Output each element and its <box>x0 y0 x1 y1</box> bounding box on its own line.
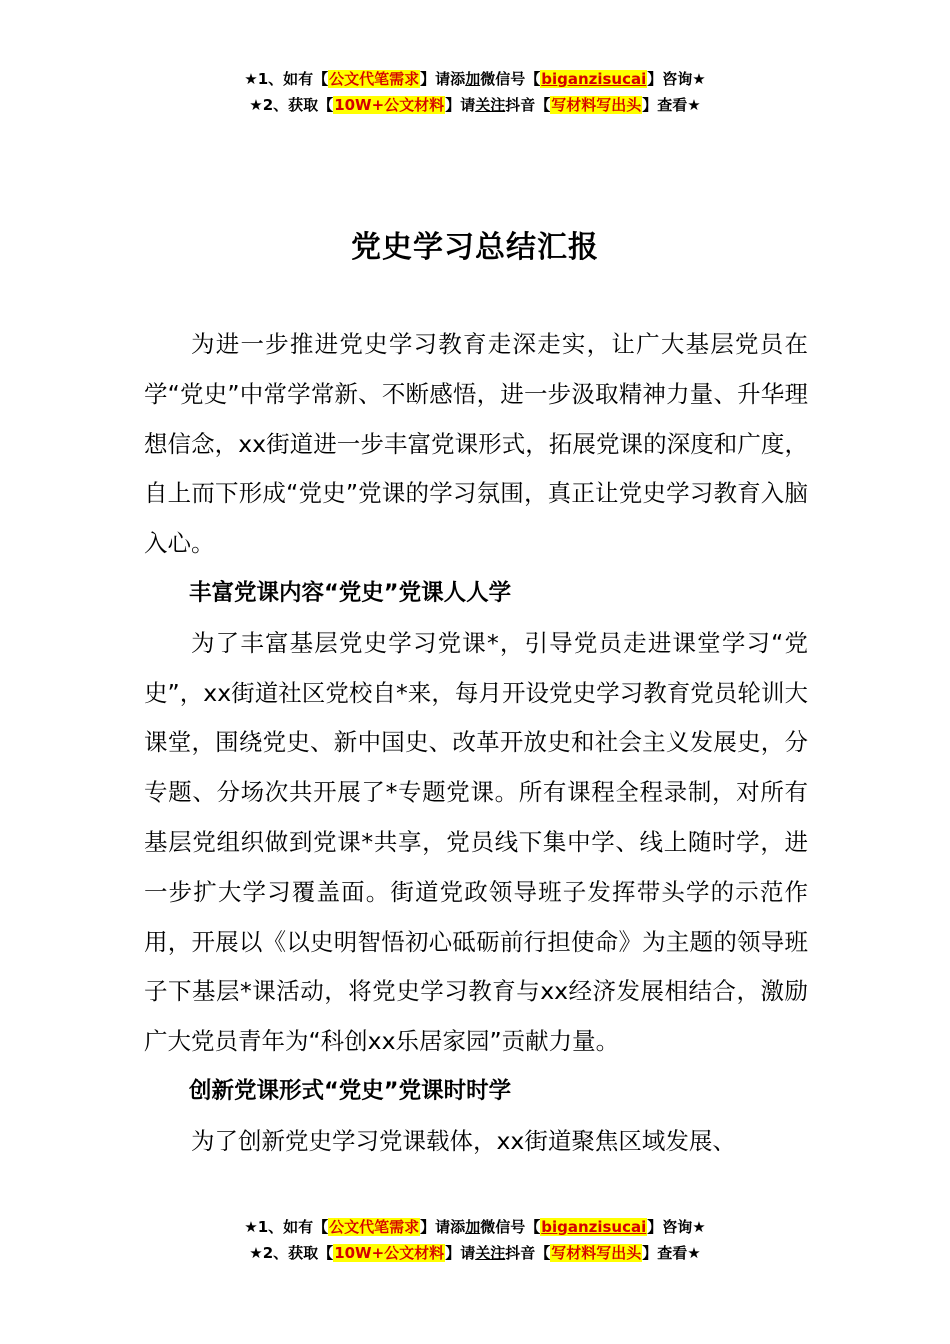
highlight-materials: 10W+公文材料 <box>334 1244 445 1262</box>
banner-text-underlined: 关注 <box>475 96 506 114</box>
banner-text: 】咨询★ <box>647 1218 706 1236</box>
header-banner <box>0 66 950 118</box>
banner-text-underlined: 关注 <box>475 1244 506 1262</box>
paragraph-section-1: 为了丰富基层党史学习党课*，引导党员走进课堂学习“党史”，xx街道社区党校自*来，每月开设党史学习教育党员轮训大课堂，围绕党史、新中国史、改革开放史和社会主义发展史，分专题、分场次共开展了*专题党课。所有课程全程录制，对所有基层党组织做到党课*共享，党员线下集中学、线上随时学，进一步扩大学习覆盖面。街道党政领导班子发挥带头学的示范作用，开展以《以史明智悟初心砥砺前行担使命》为主题的领导班子下基层*课活动，将党史学习教育与xx经济发展相结合，激励广大党员青年为“科创xx乐居家园”贡献力量。 <box>144 628 808 1056</box>
banner-text: 微信号【 <box>480 1218 541 1236</box>
banner-text: 】查看★ <box>642 1244 701 1262</box>
highlight-service: 公文代笔需求 <box>329 70 420 88</box>
banner-text: 】请添 <box>420 70 466 88</box>
banner-text: 抖音【 <box>505 1244 551 1262</box>
paragraph-intro: 为进一步推进党史学习教育走深走实，让广大基层党员在学“党史”中常学常新、不断感悟，进一步汲取精神力量、升华理想信念，xx街道进一步丰富党课形式，拓展党课的深度和广度，自上而下形成“党史”党课的学习氛围，真正让党史学习教育入脑入心。 <box>144 330 808 558</box>
document-body <box>144 320 808 1167</box>
banner-text: ★2、获取【 <box>249 1244 334 1262</box>
banner-text: 】查看★ <box>642 96 701 114</box>
banner-line-1 <box>0 66 950 92</box>
paragraph-section-2: 为了创新党史学习党课载体，xx街道聚焦区域发展、 <box>191 1126 736 1155</box>
banner-text: ★1、如有【 <box>244 70 329 88</box>
banner-line-2 <box>0 92 950 118</box>
douyin-account: 写材料写出头 <box>551 1244 642 1262</box>
banner-text: 】请 <box>445 96 476 114</box>
banner-text: ★1、如有【 <box>244 1218 329 1236</box>
section-heading-1: 丰富党课内容“党史”党课人人学 <box>189 579 512 606</box>
banner-text-underlined: 加 <box>465 70 481 88</box>
banner-text: ★2、获取【 <box>249 96 334 114</box>
banner-text: 】请 <box>445 1244 476 1262</box>
highlight-materials: 10W+公文材料 <box>334 96 445 114</box>
banner-text: 抖音【 <box>505 96 551 114</box>
footer-banner <box>0 1214 950 1266</box>
banner-text: 】请添 <box>420 1218 466 1236</box>
banner-line-1 <box>0 1214 950 1240</box>
document-title: 党史学习总结汇报 <box>351 230 599 265</box>
douyin-account: 写材料写出头 <box>551 96 642 114</box>
banner-text-underlined: 加 <box>465 1218 481 1236</box>
highlight-service: 公文代笔需求 <box>329 1218 420 1236</box>
wechat-id-link[interactable]: biganzisucai <box>541 70 647 88</box>
section-heading-2: 创新党课形式“党史”党课时时学 <box>189 1077 512 1104</box>
wechat-id-link[interactable]: biganzisucai <box>541 1218 647 1236</box>
banner-text: 】咨询★ <box>647 70 706 88</box>
banner-line-2 <box>0 1240 950 1266</box>
banner-text: 微信号【 <box>480 70 541 88</box>
